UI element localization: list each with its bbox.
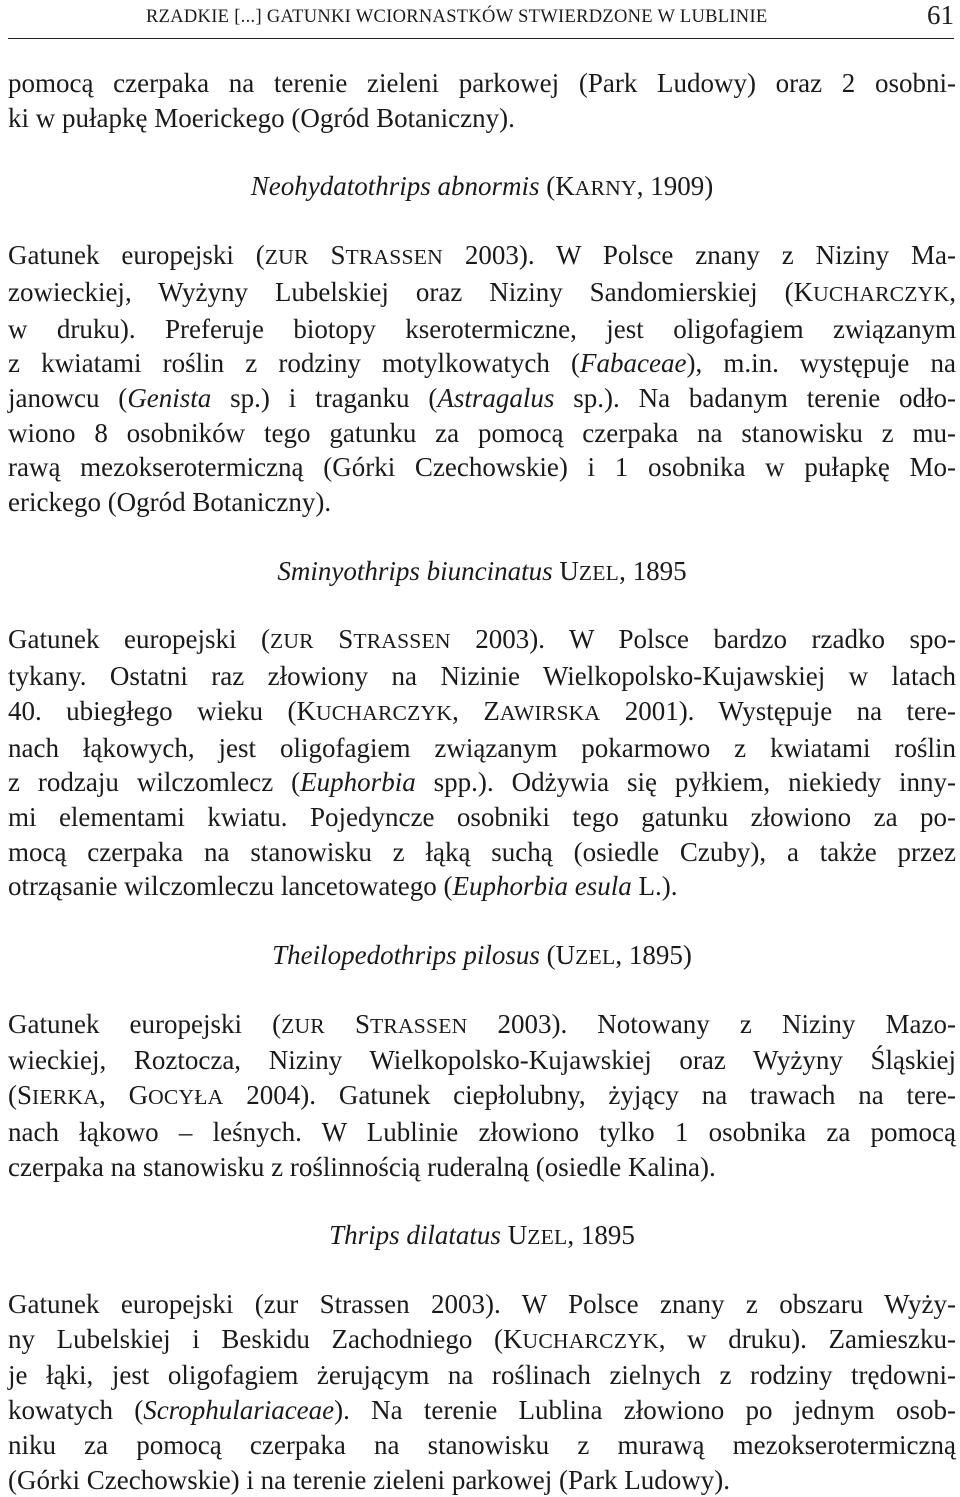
taxon-name: Sminyothrips biuncinatus bbox=[277, 556, 552, 586]
author-name: ZEL bbox=[527, 1225, 567, 1249]
author-name: ZUR bbox=[281, 1014, 325, 1038]
body-line: kowatych (Scrophulariaceae). Na terenie Lublina złowiono po jednym osob- bbox=[8, 1393, 956, 1428]
body-line: Gatunek europejski (zur Strassen 2003). W Polsce znany z obszaru Wyży- bbox=[8, 1287, 956, 1322]
taxon-name: Fabaceae bbox=[580, 348, 686, 378]
author-name: UCHARCZYK bbox=[316, 701, 452, 725]
author-name: ZUR bbox=[270, 629, 314, 653]
body-line: 40. ubiegłego wieku (KUCHARCZYK, ZAWIRSKA 2001). Występuje na tere- bbox=[8, 694, 956, 731]
body-line: z kwiatami roślin z rodziny motylkowatych (Fabaceae), m.in. występuje na bbox=[8, 346, 956, 381]
body-line: Gatunek europejski (ZUR STRASSEN 2003). Notowany z Niziny Mazo- bbox=[8, 1007, 956, 1044]
taxon-name: Genista bbox=[127, 383, 211, 413]
body-line: nach łąkowych, jest oligofagiem związanym pokarmowo z kwiatami roślin bbox=[8, 731, 956, 766]
taxon-name: Euphorbia bbox=[300, 767, 416, 797]
taxon-name: Thrips dilatatus bbox=[329, 1220, 501, 1250]
page-number: 61 bbox=[927, 0, 954, 31]
species-heading: Neohydatothrips abnormis (KARNY, 1909) bbox=[8, 169, 956, 206]
body-line: Gatunek europejski (ZUR STRASSEN 2003). W Polsce bardzo rzadko spo- bbox=[8, 622, 956, 659]
taxon-name: Theilopedothrips pilosus bbox=[272, 940, 540, 970]
species-heading: Thrips dilatatus UZEL, 1895 bbox=[8, 1218, 956, 1255]
body-line: (SIERKA, GOCYŁA 2004). Gatunek ciepłolubny, żyjący na trawach na tere- bbox=[8, 1078, 956, 1115]
body-line: wieckiej, Roztocza, Niziny Wielkopolsko-Kujawskiej oraz Wyżyny Śląskiej bbox=[8, 1043, 956, 1078]
species-heading: Sminyothrips biuncinatus UZEL, 1895 bbox=[8, 554, 956, 591]
body-line: je łąki, jest oligofagiem żerującym na roślinach zielnych z rodziny trędowni- bbox=[8, 1358, 956, 1393]
taxon-name: Euphorbia esula bbox=[453, 871, 632, 901]
body-line: erickego (Ogród Botaniczny). bbox=[8, 485, 956, 520]
author-name: TRASSEN bbox=[353, 629, 450, 653]
running-header bbox=[8, 0, 954, 39]
author-name: ZUR bbox=[265, 245, 309, 269]
author-name: UCHARCZYK bbox=[523, 1329, 659, 1353]
taxon-name: Scrophulariaceae bbox=[143, 1395, 334, 1425]
author-name: UCHARCZYK bbox=[813, 282, 949, 306]
author-name: TRASSEN bbox=[370, 1014, 467, 1038]
species-heading: Theilopedothrips pilosus (UZEL, 1895) bbox=[8, 938, 956, 975]
author-name: ZEL bbox=[579, 561, 619, 585]
author-name: ZEL bbox=[575, 945, 615, 969]
body-line: Gatunek europejski (ZUR STRASSEN 2003). W Polsce znany z Niziny Ma- bbox=[8, 238, 956, 275]
body-line: z rodzaju wilczomlecz (Euphorbia spp.). Odżywia się pyłkiem, niekiedy inny- bbox=[8, 765, 956, 800]
body-line: zowieckiej, Wyżyny Lubelskiej oraz Niziny Sandomierskiej (KUCHARCZYK, bbox=[8, 275, 956, 312]
body-line: pomocą czerpaka na terenie zieleni parkowej (Park Ludowy) oraz 2 osobni- bbox=[8, 66, 956, 101]
body-line: (Górki Czechowskie) i na terenie zieleni parkowej (Park Ludowy). bbox=[8, 1463, 956, 1497]
body-line: nach łąkowo – leśnych. W Lublinie złowiono tylko 1 osobnika za pomocą bbox=[8, 1115, 956, 1150]
body-line: ki w pułapkę Moerickego (Ogród Botaniczny). bbox=[8, 101, 956, 136]
author-name: IERKA bbox=[32, 1085, 99, 1109]
body-line: janowcu (Genista sp.) i traganku (Astragalus sp.). Na badanym terenie odło- bbox=[8, 381, 956, 416]
author-name: AWIRSKA bbox=[500, 701, 600, 725]
body-line: rawą mezokserotermiczną (Górki Czechowskie) i 1 osobnika w pułapkę Mo- bbox=[8, 450, 956, 485]
author-name: OCYŁA bbox=[148, 1085, 223, 1109]
author-name: TRASSEN bbox=[346, 245, 443, 269]
body-text bbox=[8, 66, 956, 1497]
body-line: otrząsanie wilczomleczu lancetowatego (Euphorbia esula L.). bbox=[8, 869, 956, 904]
taxon-name: Neohydatothrips abnormis bbox=[251, 171, 540, 201]
body-line: mi elementami kwiatu. Pojedyncze osobniki tego gatunku złowiono za po- bbox=[8, 800, 956, 835]
body-line: czerpaka na stanowisku z roślinnością ruderalną (osiedle Kalina). bbox=[8, 1150, 956, 1185]
author-name: ARNY bbox=[575, 176, 637, 200]
taxon-name: Astragalus bbox=[437, 383, 554, 413]
body-line: w druku). Preferuje biotopy kserotermiczne, jest oligofagiem związanym bbox=[8, 312, 956, 347]
running-title: RZADKIE [...] GATUNKI WCIORNASTKÓW STWIERDZONE W LUBLINIE bbox=[146, 7, 768, 28]
body-line: mocą czerpaka na stanowisku z łąką suchą (osiedle Czuby), a także przez bbox=[8, 835, 956, 870]
body-line: wiono 8 osobników tego gatunku za pomocą czerpaka na stanowisku z mu- bbox=[8, 416, 956, 451]
body-line: niku za pomocą czerpaka na stanowisku z murawą mezokserotermiczną bbox=[8, 1428, 956, 1463]
body-line: tykany. Ostatni raz złowiony na Nizinie Wielkopolsko-Kujawskiej w latach bbox=[8, 659, 956, 694]
body-line: ny Lubelskiej i Beskidu Zachodniego (KUCHARCZYK, w druku). Zamieszku- bbox=[8, 1322, 956, 1359]
